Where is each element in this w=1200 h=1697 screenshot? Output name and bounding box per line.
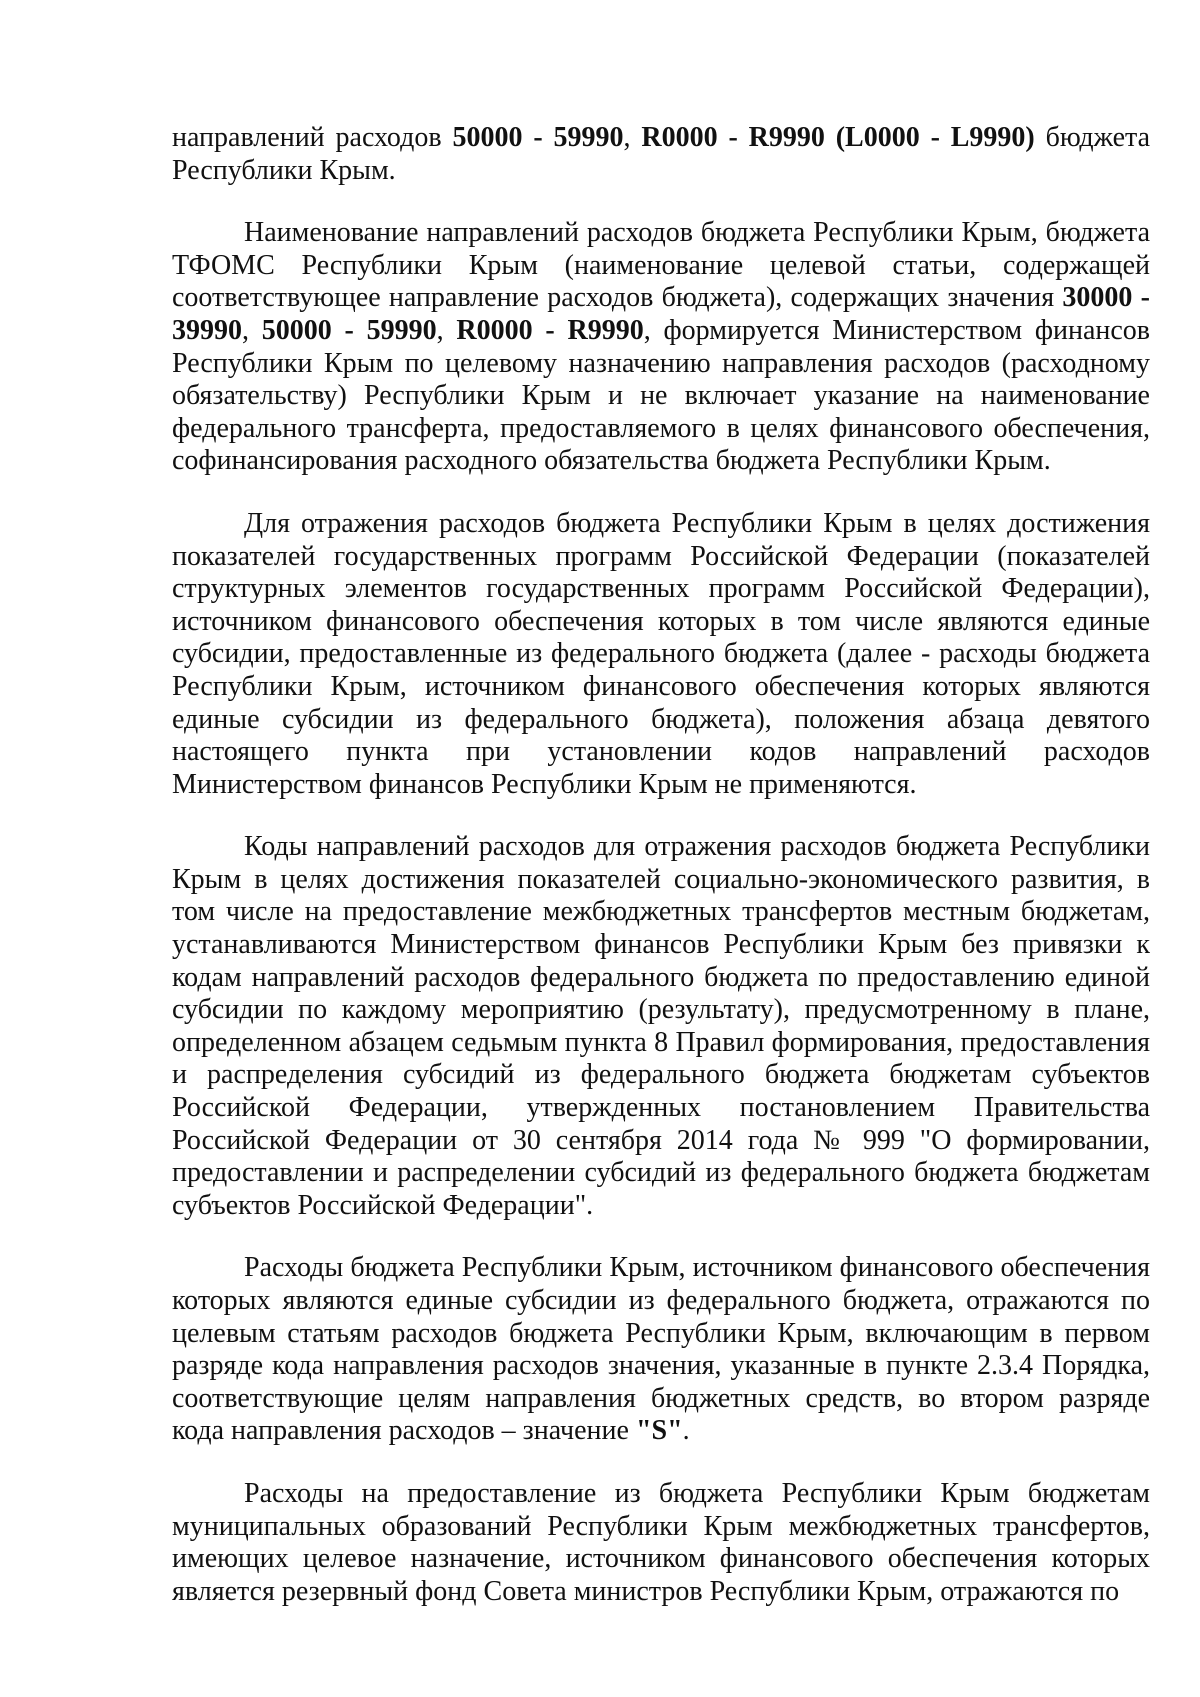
paragraph-1	[172, 122, 1150, 187]
paragraph-5-text-1: Расходы бюджета Республики Крым, источником финансового обеспечения которых являются единые субсидии из федерального бюджета, отражаются по целевым статьям расходов бюджета Республики Крым, включающим в первом разряде кода направления расходов значения, указанные в пункте 2.3.4 Порядка, соответствующие целям направления бюджетных средств, во втором разряде кода направления расходов – значение	[172, 1252, 1150, 1447]
document-body	[172, 122, 1150, 1638]
paragraph-5	[172, 1252, 1150, 1448]
paragraph-1-text-2: ,	[623, 122, 642, 153]
paragraph-2	[172, 217, 1150, 478]
paragraph-5-text-2: .	[682, 1415, 690, 1447]
paragraph-1-text-1: направлений расходов	[172, 122, 453, 153]
paragraph-2-code-range-3: R0000 - R9990	[456, 314, 644, 346]
paragraph-1-code-range-1: 50000 - 59990	[452, 122, 624, 153]
paragraph-2-code-range-1: 30000 - 39990	[172, 282, 1150, 346]
paragraph-6: Расходы на предоставление из бюджета Республики Крым бюджетам муниципальных образований Республики Крым межбюджетных трансфертов, имеющих целевое назначение, источником финансового обеспечения которых является резервный фонд Совета министров Республики Крым, отражаются по	[172, 1477, 1150, 1607]
paragraph-1-text-3: бюджета Республики Крым.	[172, 122, 1151, 186]
paragraph-1-code-range-2: R0000 - R9990 (L0000 - L9990)	[641, 122, 1035, 153]
paragraph-2-text-2: ,	[242, 314, 262, 346]
paragraph-2-text-4: , формируется Министерством финансов Республики Крым по целевому назначению направления расходов (расходному обязательству) Республики Крым и не включает указание на наименование федерального трансферта, предоставляемого в целях финансового обеспечения, софинансирования расходного обязательства бюджета Республики Крым.	[172, 314, 1151, 477]
paragraph-5-code-value: "S"	[635, 1415, 683, 1447]
paragraph-2-text-1: Наименование направлений расходов бюджета Республики Крым, бюджета ТФОМС Республики Крым (наименование целевой статьи, содержащей соответствующее направление расходов бюджета), содержащих значения	[172, 217, 1150, 314]
paragraph-2-text-3: ,	[436, 314, 457, 346]
paragraph-4: Коды направлений расходов для отражения расходов бюджета Республики Крым в целях достижения показателей социально-экономического развития, в том числе на предоставление межбюджетных трансфертов местным бюджетам, устанавливаются Министерством финансов Республики Крым без привязки к кодам направлений расходов федерального бюджета по предоставлению единой субсидии по каждому мероприятию (результату), предусмотренному в плане, определенном абзацем седьмым пункта 8 Правил формирования, предоставления и распределения субсидий из федерального бюджета бюджетам субъектов Российской Федерации, утвержденных постановлением Правительства Российской Федерации от 30 сентября 2014 года № 999 "О формировании, предоставлении и распределении субсидий из федерального бюджета бюджетам субъектов Российской Федерации".	[172, 831, 1150, 1221]
paragraph-2-code-range-2: 50000 - 59990	[261, 314, 437, 346]
paragraph-3: Для отражения расходов бюджета Республики Крым в целях достижения показателей государственных программ Российской Федерации (показателей структурных элементов государственных программ Российской Федерации), источником финансового обеспечения которых в том числе являются единые субсидии, предоставленные из федерального бюджета (далее - расходы бюджета Республики Крым, источником финансового обеспечения которых являются единые субсидии из федерального бюджета), положения абзаца девятого настоящего пункта при установлении кодов направлений расходов Министерством финансов Республики Крым не применяются.	[172, 507, 1150, 800]
